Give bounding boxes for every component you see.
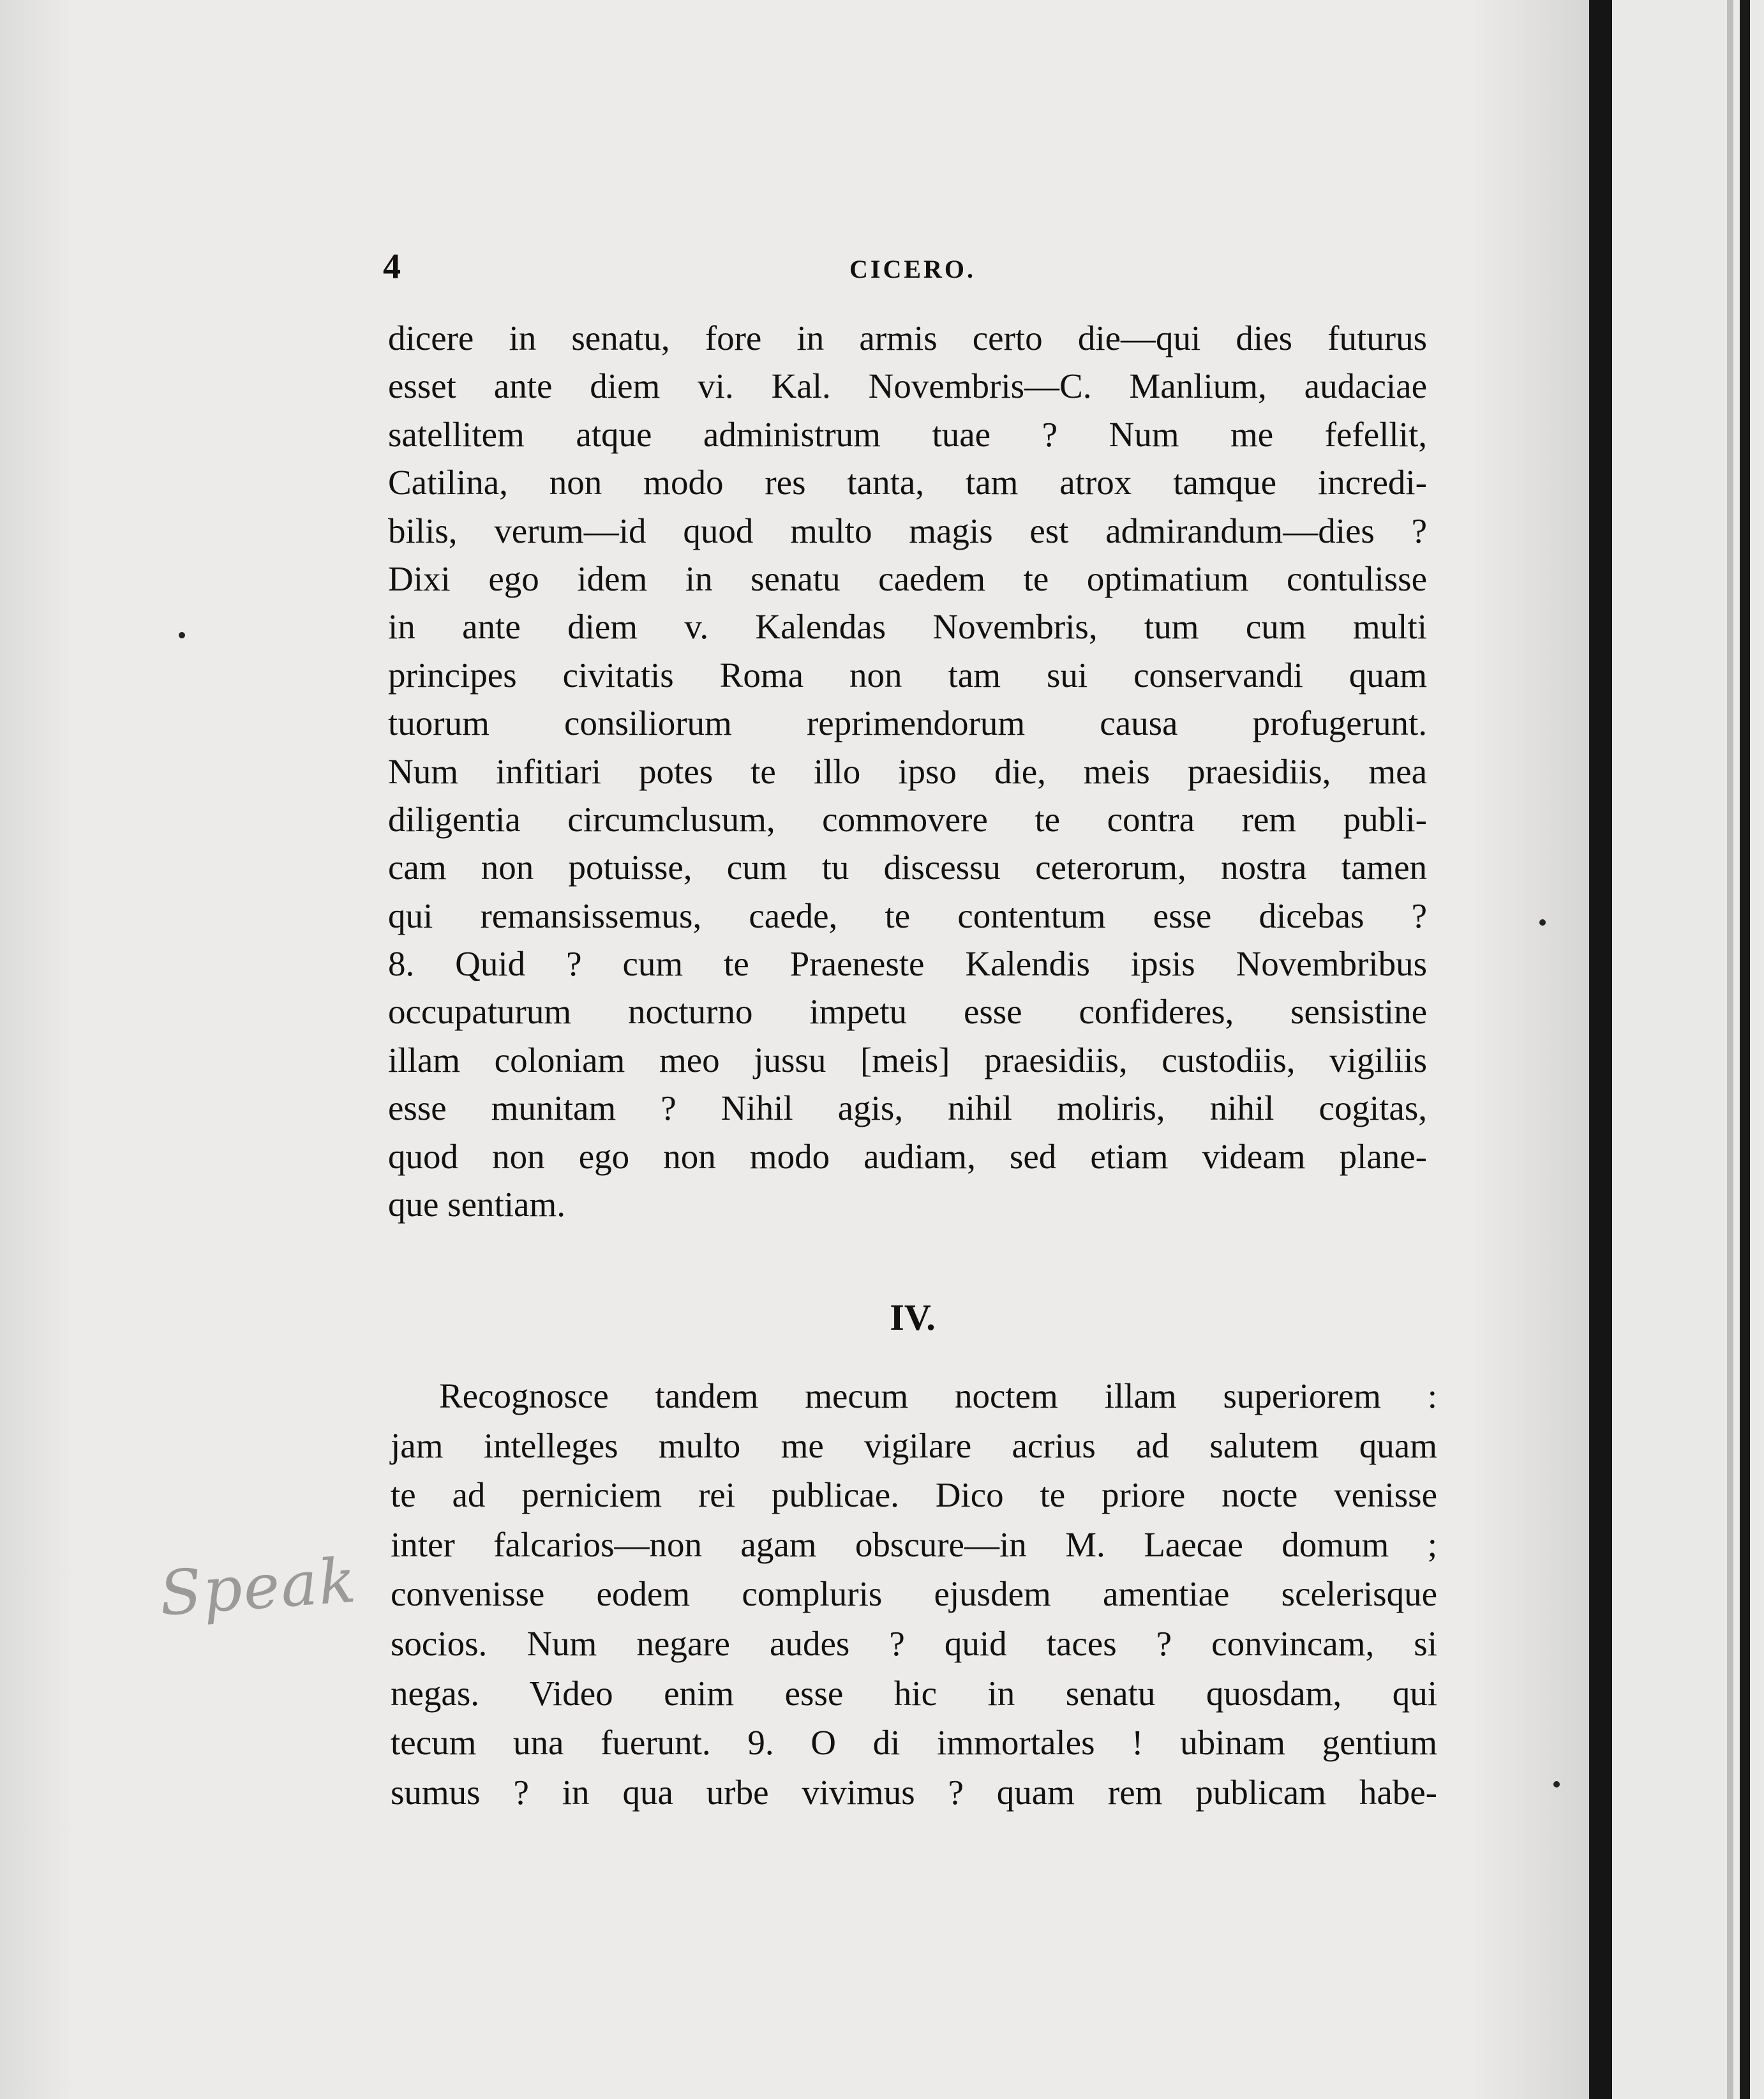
text-line: satellitem atque administrum tuae ? Num me fefellit, xyxy=(388,414,1427,454)
text-line: Catilina, non modo res tanta, tam atrox tamque incredi- xyxy=(388,463,1427,502)
text-line: negas. Video enim esse hic in senatu quosdam, qui xyxy=(391,1673,1437,1713)
page-border-rule xyxy=(1740,0,1750,2099)
text-line: illam coloniam meo jussu [meis] praesidiis, custodiis, vigiliis xyxy=(388,1040,1427,1080)
text-block-section-4 xyxy=(391,1371,1437,1817)
text-line: occupaturum nocturno impetu esse confideres, sensistine xyxy=(388,992,1427,1032)
text-line: tuorum consiliorum reprimendorum causa profugerunt. xyxy=(388,703,1427,743)
text-line: diligentia circumclusum, commovere te contra rem publi- xyxy=(388,799,1427,839)
text-line: que sentiam. xyxy=(388,1185,565,1224)
page-gutter xyxy=(1589,0,1612,2099)
text-line: Num infitiari potes te illo ipso die, meis praesidiis, mea xyxy=(388,751,1427,791)
page-edge-shadow xyxy=(1727,0,1733,2099)
page-header xyxy=(383,247,1442,289)
text-line: inter falcarios—non agam obscure—in M. Laecae domum ; xyxy=(391,1524,1437,1564)
ink-speck xyxy=(179,632,185,638)
text-line: 8. Quid ? cum te Praeneste Kalendis ipsis Novembribus xyxy=(388,944,1427,984)
text-line: tecum una fuerunt. 9. O di immortales ! ubinam gentium xyxy=(391,1723,1437,1763)
adjacent-page-edge xyxy=(1612,0,1764,2099)
section-heading: IV. xyxy=(890,1297,936,1338)
text-line: bilis, verum—id quod multo magis est admirandum—dies ? xyxy=(388,511,1427,550)
handwritten-margin-note: Speak xyxy=(157,1544,359,1630)
ink-speck xyxy=(1553,1781,1560,1787)
text-line: te ad perniciem rei publicae. Dico te priore nocte venisse xyxy=(391,1475,1437,1515)
text-line: esset ante diem vi. Kal. Novembris—C. Manlium, audaciae xyxy=(388,366,1427,406)
running-head: CICERO. xyxy=(849,255,976,283)
text-line: qui remansissemus, caede, te contentum esse dicebas ? xyxy=(388,896,1427,935)
text-line: Recognosce tandem mecum noctem illam superiorem : xyxy=(439,1376,1437,1415)
text-line: esse munitam ? Nihil agis, nihil moliris, nihil cogitas, xyxy=(388,1088,1427,1128)
text-line: in ante diem v. Kalendas Novembris, tum cum multi xyxy=(388,607,1427,647)
text-line: cam non potuisse, cum tu discessu ceterorum, nostra tamen xyxy=(388,848,1427,887)
text-line: sumus ? in qua urbe vivimus ? quam rem publicam habe- xyxy=(391,1772,1437,1812)
text-block-section-3 xyxy=(388,314,1427,1228)
text-line: socios. Num negare audes ? quid taces ? convincam, si xyxy=(391,1623,1437,1663)
text-line: quod non ego non modo audiam, sed etiam videam plane- xyxy=(388,1136,1427,1176)
text-line: dicere in senatu, fore in armis certo die—qui dies futurus xyxy=(388,319,1427,357)
text-line: principes civitatis Roma non tam sui conservandi quam xyxy=(388,655,1427,695)
text-line: Dixi ego idem in senatu caedem te optimatium contulisse xyxy=(388,559,1427,598)
ink-speck xyxy=(1539,919,1546,926)
page-number: 4 xyxy=(383,247,401,287)
text-line: convenisse eodem compluris ejusdem amentiae scelerisque xyxy=(391,1574,1437,1614)
text-line: jam intelleges multo me vigilare acrius ad salutem quam xyxy=(391,1426,1437,1465)
